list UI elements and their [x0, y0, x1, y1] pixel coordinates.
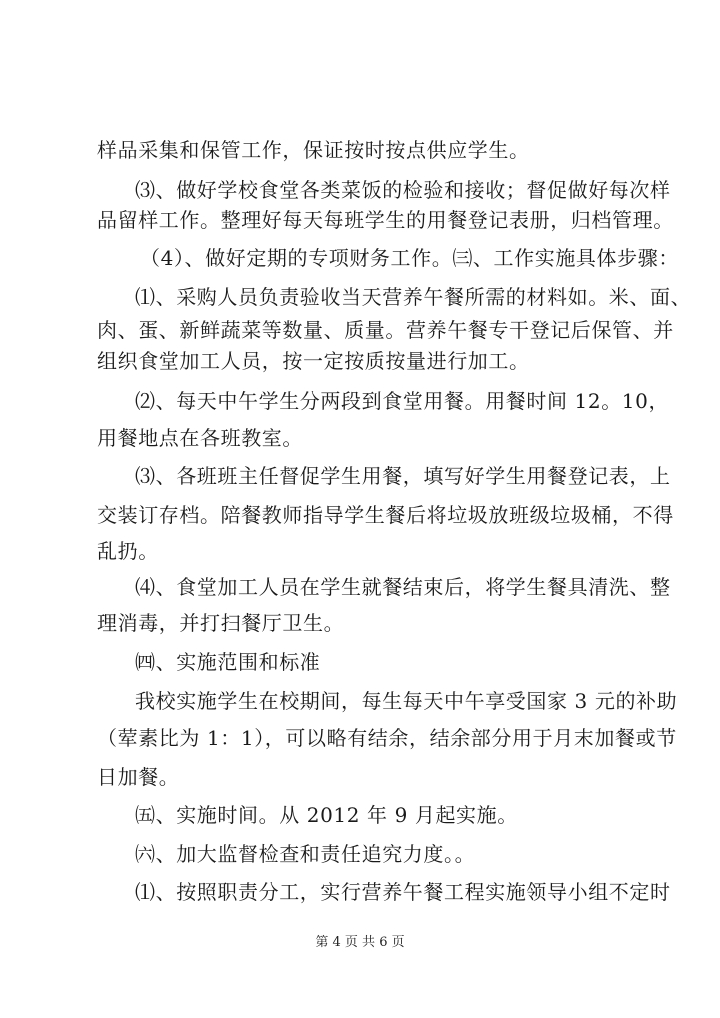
paragraph-line: 组织食堂加工人员，按一定按质按量进行加工。 [97, 349, 530, 373]
paragraph-line: （4）、做好定期的专项财务工作。㈢、工作实施具体步骤： [140, 246, 679, 270]
paragraph-line: ⑶、各班班主任督促学生用餐，填写好学生用餐登记表，上 [135, 464, 671, 488]
section-heading: ㈥、加大监督检查和责任追究力度。。 [135, 842, 476, 866]
paragraph-line: 用餐地点在各班教室。 [97, 426, 303, 450]
paragraph-line: 样品采集和保管工作，保证按时按点供应学生。 [97, 138, 530, 162]
paragraph-line: ⑷、食堂加工人员在学生就餐结束后，将学生餐具清洗、整 [135, 575, 671, 599]
paragraph-line: 品留样工作。整理好每天每班学生的用餐登记表册，归档管理。 [97, 208, 674, 232]
paragraph-line: 乱扔。 [97, 539, 159, 563]
paragraph-line: 肉、蛋、新鲜蔬菜等数量、质量。营养午餐专干登记后保管、并 [97, 318, 674, 342]
section-heading: ㈣、实施范围和标准 [135, 650, 321, 674]
paragraph-line: 日加餐。 [97, 765, 180, 789]
paragraph-line: ⑶、做好学校食堂各类菜饭的检验和接收；督促做好每次样 [135, 178, 671, 202]
paragraph-line: 交装订存档。陪餐教师指导学生餐后将垃圾放班级垃圾桶，不得 [97, 503, 674, 527]
section-heading: ㈤、实施时间。从 2012 年 9 月起实施。 [135, 803, 518, 827]
page-number-footer: 第 4 页 共 6 页 [315, 935, 405, 950]
paragraph-line: ⑵、每天中午学生分两段到食堂用餐。用餐时间 12。10， [135, 389, 670, 413]
paragraph-line: 我校实施学生在校期间，每生每天中午享受国家 3 元的补助 [135, 689, 678, 713]
paragraph-line: ⑴、按照职责分工，实行营养午餐工程实施领导小组不定时 [135, 880, 671, 904]
paragraph-line: （荤素比为 1：1），可以略有结余，结余部分用于月末加餐或节 [97, 726, 677, 750]
paragraph-line: ⑴、采购人员负责验收当天营养午餐所需的材料如。米、面、 [135, 285, 692, 309]
paragraph-line: 理消毒，并打扫餐厅卫生。 [97, 611, 345, 635]
